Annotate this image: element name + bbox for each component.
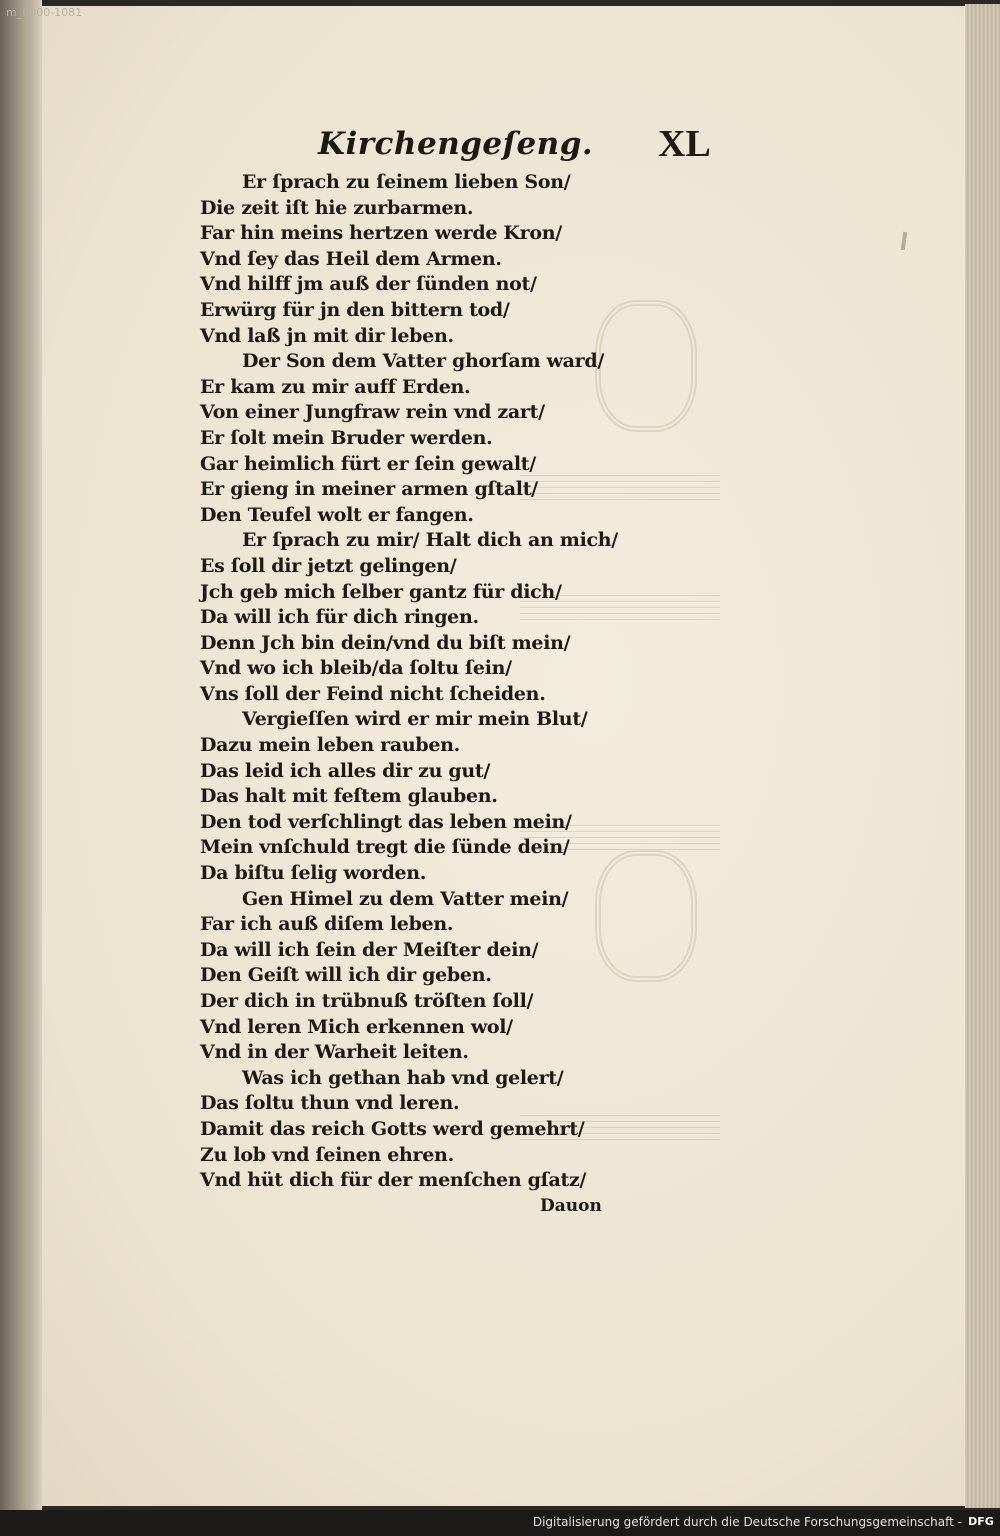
verse-line: Denn Jch bin dein/vnd du biſt mein/ <box>200 631 571 654</box>
verse-line: Er ſolt mein Bruder werden. <box>200 426 493 449</box>
verse-line: Zu lob vnd ſeinen ehren. <box>200 1143 454 1166</box>
verse-line: Vnd wo ich bleib/da ſoltu ſein/ <box>200 657 512 680</box>
verse-line: Vnd laß jn mit dir leben. <box>200 324 454 347</box>
footer-bar <box>0 1510 1000 1536</box>
catchword: Dauon <box>540 1196 602 1216</box>
verse-line: Jch geb mich ſelber gantz für dich/ <box>200 580 562 603</box>
verse-line: Da will ich ſein der Meiſter dein/ <box>200 938 539 961</box>
verse-line: Gar heimlich fürt er ſein gewalt/ <box>200 452 536 475</box>
verse-line: Vergieſſen wird er mir mein Blut/ <box>242 708 588 731</box>
verse-line: Der dich in trübnuß tröſten ſoll/ <box>200 990 534 1012</box>
running-head: Kirchengeſeng. <box>318 126 594 162</box>
verse-line: Er ſprach zu mir/ Halt dich an mich/ <box>242 529 618 552</box>
verse-line: Den tod verſchlingt das leben mein/ <box>200 810 572 833</box>
hymn-text <box>200 170 620 1194</box>
verse-line: Vnd in der Warheit leiten. <box>200 1041 469 1064</box>
verse-line: Gen Himel zu dem Vatter mein/ <box>242 887 569 910</box>
verse-line: Damit das reich Gotts werd gemehrt/ <box>200 1117 585 1140</box>
verse-line: Von einer Jungfraw rein vnd zart/ <box>200 401 545 424</box>
verse-line: Er gieng in meiner armen gſtalt/ <box>200 478 538 501</box>
funding-credit: Digitalisierung gefördert durch die Deutsche Forschungsgemeinschaft - <box>532 1515 962 1529</box>
verse-line: Es ſoll dir jetzt gelingen/ <box>200 554 457 577</box>
verse-line: Dazu mein leben rauben. <box>200 734 460 757</box>
verse-line: Vnd hüt dich für der menſchen gſatz/ <box>200 1169 587 1192</box>
verse-line: Den Teufel wolt er fangen. <box>200 503 474 526</box>
dfg-logo: DFG <box>968 1515 994 1528</box>
verse-line: Vns ſoll der Feind nicht ſcheiden. <box>200 682 546 705</box>
verse-line: Da will ich für dich ringen. <box>200 606 479 629</box>
verse-line: Die zeit iſt hie zurbarmen. <box>200 196 474 219</box>
verse-line: Vnd leren Mich erkennen wol/ <box>200 1015 513 1038</box>
verse-line: Das ſoltu thun vnd leren. <box>200 1092 460 1115</box>
left-page-edge <box>0 0 28 1510</box>
page-header <box>0 118 1000 178</box>
page-edges <box>965 4 1000 1508</box>
verse-line: Far hin meins hertzen werde Kron/ <box>200 222 562 245</box>
scan-label: m_0000-1081 <box>6 6 83 19</box>
verse-line: Er ſprach zu ſeinem lieben Son/ <box>242 171 571 193</box>
verse-line: Vnd hilff jm auß der ſünden not/ <box>200 273 537 296</box>
verse-line: Was ich gethan hab vnd gelert/ <box>242 1066 564 1089</box>
verse-line: Den Geiſt will ich dir geben. <box>200 964 492 987</box>
verse-line: Erwürg für jn den bittern tod/ <box>200 298 510 321</box>
folio-number: XL <box>658 123 711 165</box>
verse-line: Der Son dem Vatter ghorſam ward/ <box>242 350 604 373</box>
verse-line: Mein vnſchuld tregt die ſünde dein/ <box>200 836 570 859</box>
verse-line: Das leid ich alles dir zu gut/ <box>200 759 491 782</box>
verse-line: Vnd ſey das Heil dem Armen. <box>200 247 502 270</box>
verse-line: Far ich auß diſem leben. <box>200 913 454 936</box>
verse-line: Das halt mit feſtem glauben. <box>200 785 498 808</box>
verse-line: Da biſtu ſelig worden. <box>200 862 427 885</box>
verse-line: Er kam zu mir auff Erden. <box>200 375 471 398</box>
